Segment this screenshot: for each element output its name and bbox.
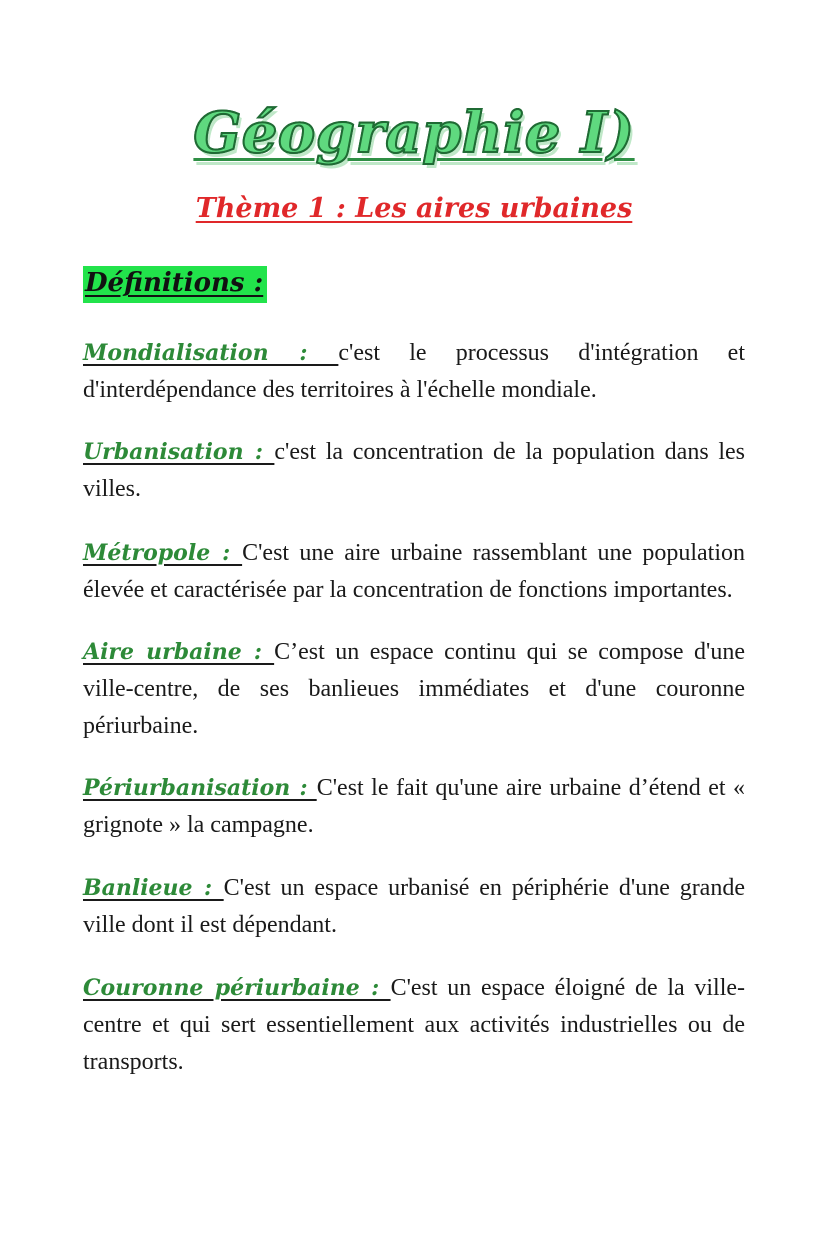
definition-item-aire-urbaine [83,634,745,745]
definition-item-banlieue [83,870,745,944]
definition-item-mondialisation [83,335,745,409]
definition-term: Aire urbaine : [83,639,275,665]
definition-text: C'est un espace urbanisé en périphérie d'une grande ville dont il est dépendant. [83,875,745,938]
definition-term: Périurbanisation : [83,775,317,801]
definition-text: c'est la concentration de la population dans les villes. [83,439,746,502]
page-title: Géographie I) [193,100,635,166]
definition-item-urbanisation [83,434,745,508]
definition-item-metropole [83,535,745,609]
definition-item-couronne-periurbaine [83,970,745,1081]
definition-text: C'est un espace éloigné de la ville-centre et qui sert essentiellement aux activités industrielles ou de transports. [83,975,746,1075]
definition-term: Métropole : [83,540,243,566]
definition-text: C'est le fait qu'une aire urbaine d’étend et « grignote » la campagne. [83,775,745,838]
theme-subtitle: Thème 1 : Les aires urbaines [195,193,633,224]
definition-text: C’est un espace continu qui se compose d'une ville-centre, de ses banlieues immédiates et d'une couronne périurbaine. [83,639,746,739]
definition-text: C'est une aire urbaine rassemblant une population élevée et caractérisée par la concentration de fonctions importantes. [83,540,745,603]
definition-term: Couronne périurbaine : [83,975,391,1001]
definition-term: Mondialisation : [83,340,339,366]
definitions-list [83,335,745,1081]
definitions-heading: Définitions : [83,266,267,303]
definition-item-periurbanisation [83,770,745,844]
definition-term: Banlieue : [83,875,224,901]
definition-term: Urbanisation : [83,439,275,465]
definition-text: c'est le processus d'intégration et d'interdépendance des territoires à l'échelle mondiale. [83,340,746,403]
